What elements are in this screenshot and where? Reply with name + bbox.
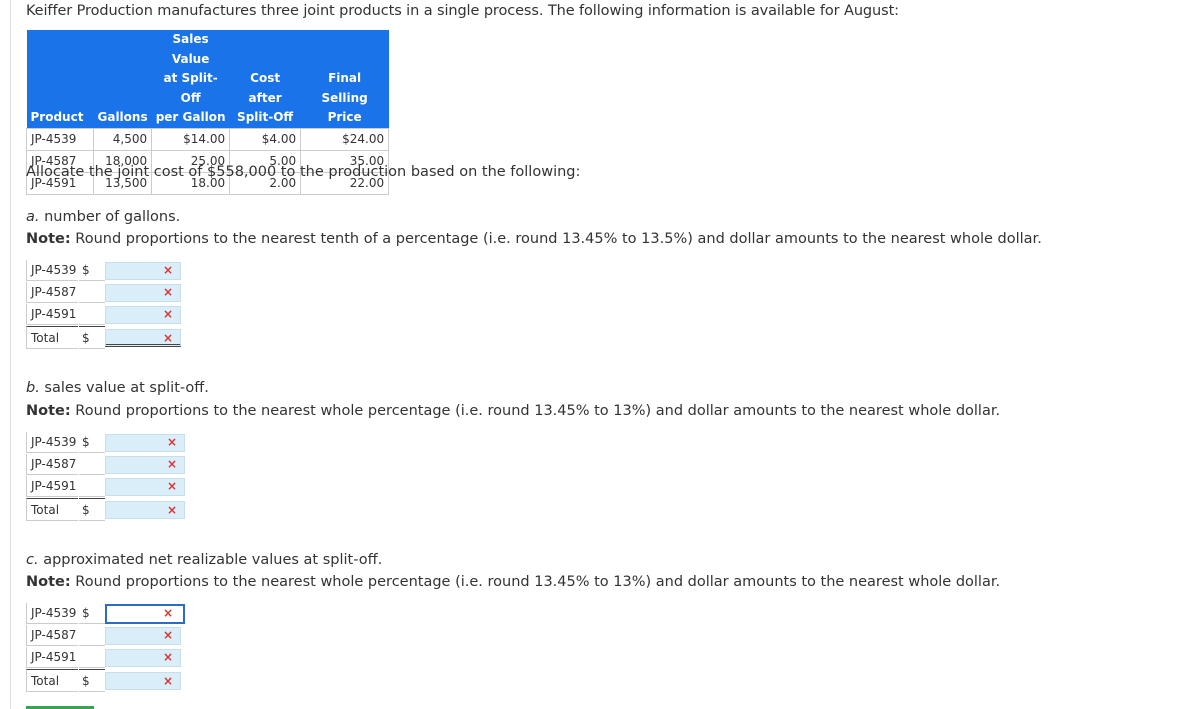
incorrect-icon: × xyxy=(163,628,174,642)
table-row: JP-4587 18,000 25.00 5.00 35.00 xyxy=(27,150,389,172)
col-header-cost-after: Cost after Split-Off xyxy=(230,30,301,128)
part-a-note: Note: Round proportions to the nearest tenth of a percentage (i.e. round 13.45% to 13.5%) and dollar amounts to the nearest whole dollar. xyxy=(26,231,1042,247)
allocate-instruction: Allocate the joint cost of $558,000 to the production based on the following: xyxy=(26,164,581,180)
col-header-sales-value: Sales Value at Split-Off per Gallon xyxy=(152,30,230,128)
table-row: JP-4591 13,500 18.00 2.00 22.00 xyxy=(27,172,389,194)
incorrect-icon: × xyxy=(163,331,174,345)
part-a-question: a. number of gallons. xyxy=(26,209,181,225)
col-header-gallons: Gallons xyxy=(94,30,152,128)
incorrect-icon: × xyxy=(163,263,174,277)
part-c-question: c. approximated net realizable values at split-off. xyxy=(26,552,383,568)
incorrect-icon: × xyxy=(167,503,178,517)
table-row: JP-4539 4,500 $14.00 $4.00 $24.00 xyxy=(27,128,389,150)
incorrect-icon: × xyxy=(163,674,174,688)
incorrect-icon: × xyxy=(163,285,174,299)
col-header-final-price: Final Selling Price xyxy=(301,30,389,128)
incorrect-icon: × xyxy=(167,457,178,471)
incorrect-icon: × xyxy=(167,479,178,493)
part-c-note: Note: Round proportions to the nearest whole percentage (i.e. round 13.45% to 13%) and dollar amounts to the nearest whole dollar. xyxy=(26,574,1001,590)
incorrect-icon: × xyxy=(167,435,178,449)
part-b-question: b. sales value at split-off. xyxy=(26,380,209,396)
left-divider xyxy=(10,0,11,709)
incorrect-icon: × xyxy=(163,307,174,321)
col-header-product: Product xyxy=(27,30,94,128)
incorrect-icon: × xyxy=(163,606,174,620)
incorrect-icon: × xyxy=(163,650,174,664)
part-b-note: Note: Round proportions to the nearest whole percentage (i.e. round 13.45% to 13%) and dollar amounts to the nearest whole dollar. xyxy=(26,403,1001,419)
problem-intro: Keiffer Production manufactures three joint products in a single process. The following information is available for August: xyxy=(26,3,899,19)
